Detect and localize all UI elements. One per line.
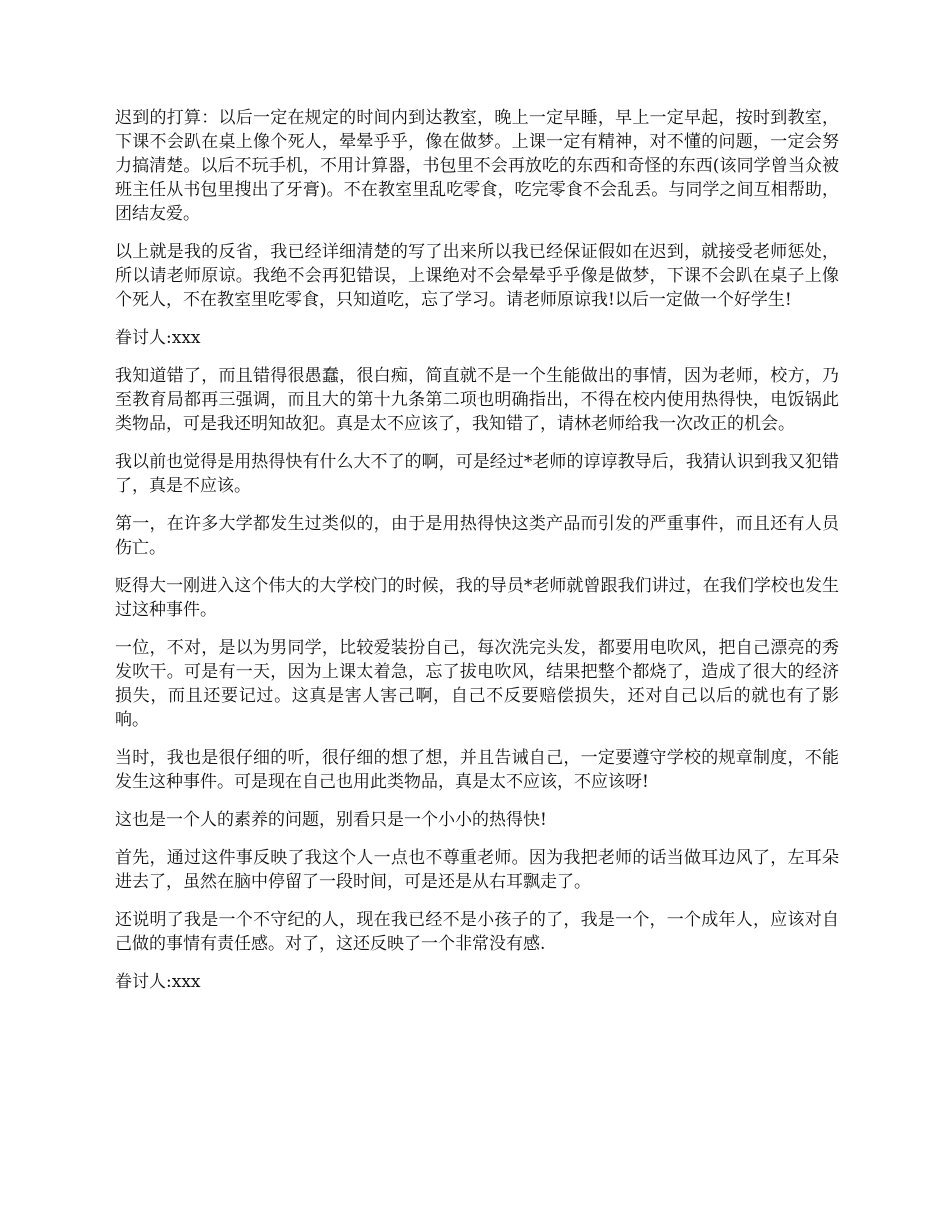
paragraph-memory: 贬得大一刚进入这个伟大的大学校门的时候，我的导员*老师就曾跟我们讲过，在我们学校也发生过这种事件。	[115, 576, 839, 620]
paragraph-first-point: 第一，在许多大学都发生过类似的，由于是用热得快这类产品而引发的严重事件，而且还有人员伤亡。	[115, 514, 839, 558]
document-body	[115, 106, 839, 1008]
signature-line: 眷讨人:xxx	[115, 972, 201, 992]
paragraph-then: 当时，我也是很仔细的听，很仔细的想了想，并且告诫自己，一定要遵守学校的规章制度，不能发生这种事件。可是现在自己也用此类物品，真是太不应该，不应该呀!	[115, 748, 839, 792]
signature-line: 眷讨人:xxx	[115, 328, 201, 348]
paragraph-realization: 我以前也觉得是用热得快有什么大不了的啊，可是经过*老师的谆谆教导后，我猜认识到我又犯错了，真是不应该。	[115, 452, 839, 496]
paragraph-incident: 一位，不对，是以为男同学，比较爱装扮自己，每次洗完头发，都要用电吹风，把自己漂亮的秀发吹干。可是有一天，因为上课太着急，忘了拔电吹风，结果把整个都烧了，造成了很大的经济损失，而且还要记过。这真是害人害己啊，自己不反要赔偿损失，还对自己以后的就也有了影响。	[115, 638, 839, 730]
paragraph-reflection: 以上就是我的反省，我已经详细清楚的写了出来所以我已经保证假如在迟到，就接受老师惩处，所以请老师原谅。我绝不会再犯错误，上课绝对不会晕晕乎乎像是做梦，下课不会趴在桌子上像个死人，不在教室里吃零食，只知道吃，忘了学习。请老师原谅我!以后一定做一个好学生!	[115, 242, 839, 310]
paragraph-apology: 我知道错了，而且错得很愚蠢，很白痴，简直就不是一个生能做出的事情，因为老师，校方，乃至教育局都再三强调，而且大的第十九条第二项也明确指出，不得在校内使用热得快，电饭锅此类物品，可是我还明知故犯。真是太不应该了，我知错了，请林老师给我一次改正的机会。	[115, 366, 839, 434]
paragraph-plan: 迟到的打算：以后一定在规定的时间内到达教室，晚上一定早睡，早上一定早起，按时到教室，下课不会趴在桌上像个死人，晕晕乎乎，像在做梦。上课一定有精神，对不懂的问题，一定会努力搞清楚。以后不玩手机，不用计算器，书包里不会再放吃的东西和奇怪的东西(该同学曾当众被班主任从书包里搜出了牙膏)。不在教室里乱吃零食，吃完零食不会乱丢。与同学之间互相帮助，团结友爱。	[115, 108, 839, 224]
paragraph-discipline: 还说明了我是一个不守纪的人，现在我已经不是小孩子的了，我是一个，一个成年人，应该对自己做的事情有责任感。对了，这还反映了一个非常没有感.	[115, 910, 839, 954]
paragraph-respect: 首先，通过这件事反映了我这个人一点也不尊重老师。因为我把老师的话当做耳边风了，左耳朵进去了，虽然在脑中停留了一段时间，可是还是从右耳飘走了。	[115, 848, 839, 892]
paragraph-quality: 这也是一个人的素养的问题，别看只是一个小小的热得快!	[115, 810, 547, 830]
